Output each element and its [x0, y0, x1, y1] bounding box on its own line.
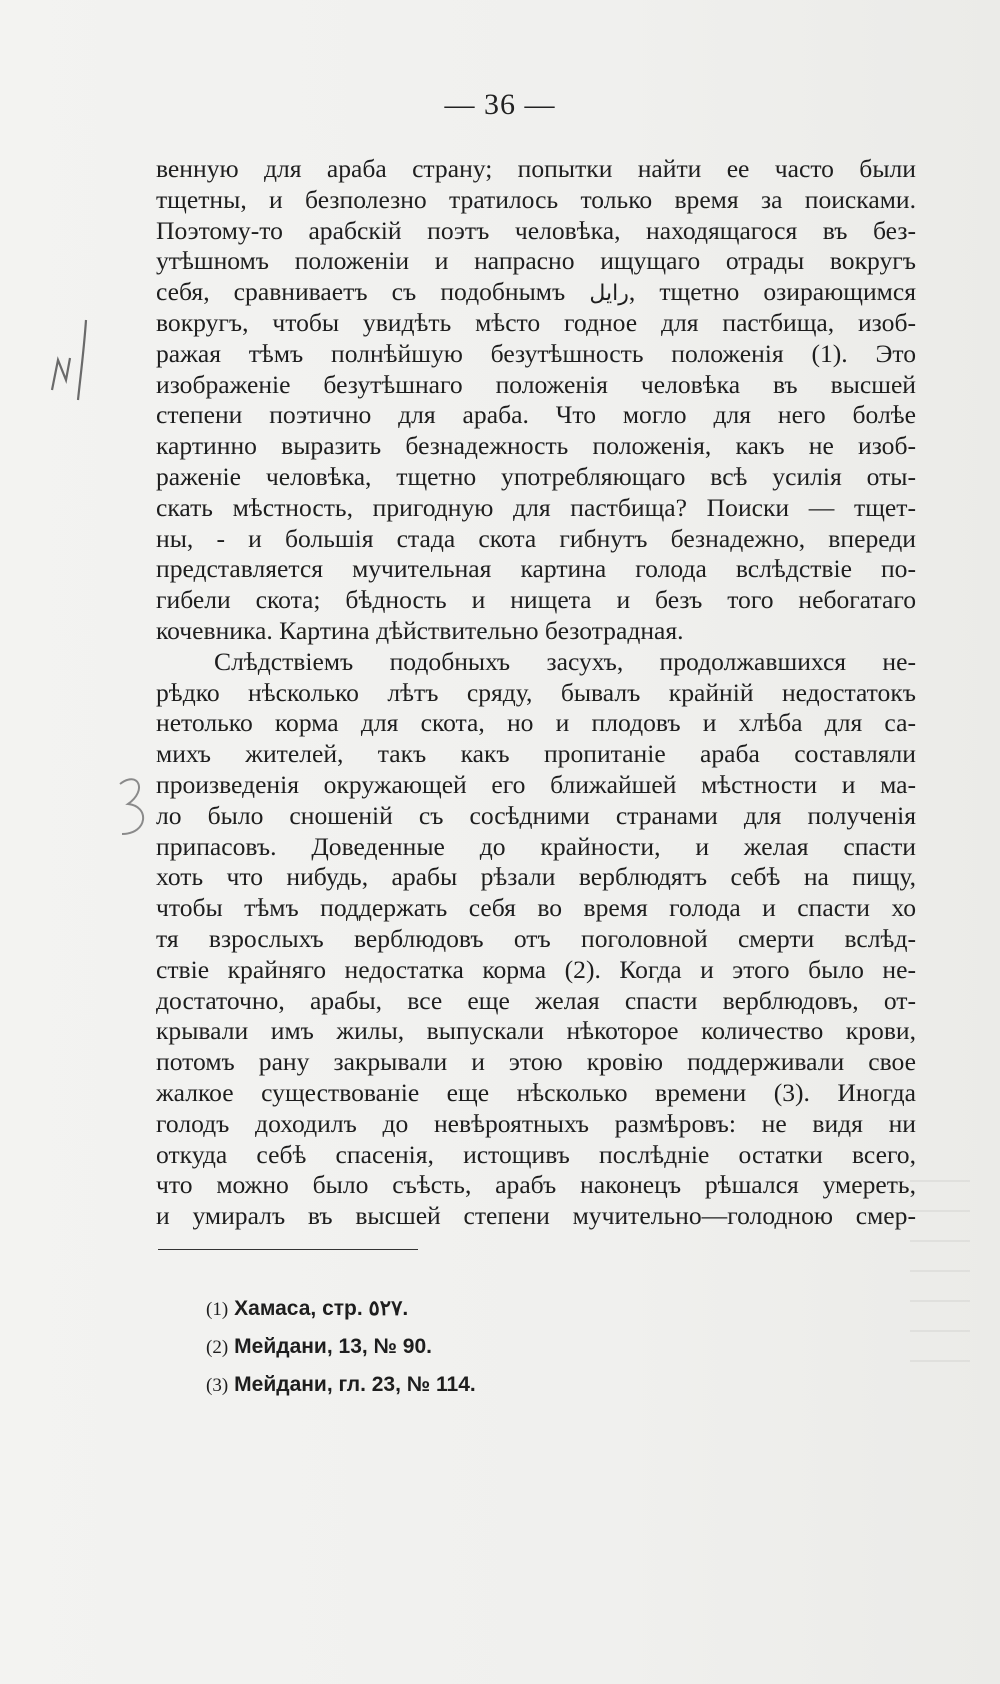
text-line: голодъ доходилъ до невѣроятныхъ размѣровъ: не видя ни	[156, 1108, 916, 1138]
footnote-mark: (2)	[206, 1337, 229, 1358]
text-line	[156, 1078, 916, 1109]
text-line: изображеніе безутѣшнаго положенія человѣка въ высшей	[156, 369, 916, 399]
text-line: представляется мучительная картина голода вслѣдствіе по-	[156, 554, 916, 584]
text-fragment: жалкое существованіе еще нѣсколько времени	[156, 1077, 747, 1107]
text-line: картинно выразить безнадежность положенія, какъ не изоб-	[156, 431, 916, 461]
footnotes	[206, 1290, 706, 1404]
text-line	[156, 955, 916, 986]
text-fragment: . Когда и этого было не-	[594, 954, 916, 984]
footnote-reference: (3)	[773, 1077, 804, 1107]
text-line: что можно было съѣсть, арабъ наконецъ рѣшался умереть,	[156, 1170, 916, 1200]
footnote-mark: (3)	[206, 1375, 229, 1396]
text-line: крывали имъ жилы, выпускали нѣкоторое количество крови,	[156, 1016, 916, 1046]
footnote-item	[206, 1328, 706, 1366]
text-line: и умиралъ въ высшей степени мучительно—голодною смер-	[156, 1201, 916, 1231]
text-line: утѣшномъ положеніи и напрасно ищущаго отрады вокругъ	[156, 246, 916, 276]
text-line: хоть что нибудь, арабы рѣзали верблюдятъ себѣ на пищу,	[156, 862, 916, 892]
text-line: венную для араба страну; попытки найти ее часто были	[156, 154, 916, 183]
text-line: ражая тѣмъ полнѣйшую безутѣшность положенія (1). Это	[156, 338, 916, 368]
text-line: произведенія окружающей его ближайшей мѣстности и ма-	[156, 769, 916, 799]
text-line: достаточно, арабы, все еще желая спасти верблюдовъ, от-	[156, 985, 916, 1015]
text-line: кочевника. Картина дѣйствительно безотрадная.	[156, 615, 684, 645]
text-line: степени поэтично для араба. Что могло для него болѣе	[156, 400, 916, 430]
footnote-mark: (1)	[206, 1299, 229, 1320]
text-fragment: себя, сравниваетъ съ подобнымъ	[156, 277, 566, 307]
page-number: — 36 —	[444, 88, 556, 121]
footnote-reference: (1)	[811, 338, 842, 368]
text-line: Слѣдствіемъ подобныхъ засухъ, продолжавшихся не-	[214, 646, 916, 676]
footnote-item	[206, 1366, 706, 1404]
text-line: потомъ рану закрывали и этою кровію поддерживали свое	[156, 1047, 916, 1077]
text-line: нетолько корма для скота, но и плодовъ и хлѣба для са-	[156, 708, 916, 738]
text-line: чтобы тѣмъ поддержать себя во время голода и спасти хо	[156, 893, 916, 923]
arabic-word: رايل	[589, 281, 629, 307]
footnote-item	[206, 1290, 706, 1328]
footnote-text: Хамаса, стр. ٥٢٧.	[234, 1297, 409, 1320]
footnote-text: Мейдани, 13, № 90.	[234, 1335, 432, 1358]
handwritten-margin-mark-1	[40, 300, 110, 420]
bleed-through-texture	[910, 1180, 970, 1380]
text-line: тя взрослыхъ верблюдовъ отъ поголовной смерти вслѣд-	[156, 923, 916, 953]
text-line: Поэтому-то арабскій поэтъ человѣка, находящагося въ без-	[156, 215, 916, 245]
text-line: ны, - и большія стада скота гибнутъ безнадежно, впереди	[156, 523, 916, 553]
text-fragment: ражая тѣмъ полнѣйшую безутѣшность положенія	[156, 338, 784, 368]
text-fragment: ствіе крайняго недостатка корма	[156, 954, 547, 984]
text-line: гибели скота; бѣдность и нищета и безъ того небогатаго	[156, 585, 916, 615]
text-line: ло было сношеній съ сосѣдними странами для полученія	[156, 800, 916, 830]
text-line: припасовъ. Доведенные до крайности, и желая спасти	[156, 831, 916, 861]
text-fragment: . Иногда	[803, 1077, 916, 1107]
text-fragment: , тщетно озирающимся	[628, 277, 916, 307]
footnote-divider	[158, 1249, 418, 1250]
text-line: откуда себѣ спасенія, истощивъ послѣдніе остатки всего,	[156, 1139, 916, 1169]
text-fragment: Это	[875, 338, 916, 368]
footnote-reference: (2)	[564, 954, 595, 984]
footnote-text: Мейдани, гл. 23, № 114.	[234, 1373, 476, 1396]
text-line: михъ жителей, такъ какъ пропитаніе араба составляли	[156, 739, 916, 769]
text-line: рѣдко нѣсколько лѣтъ сряду, бывалъ крайній недостатокъ	[156, 677, 916, 707]
text-line: тщетны, и безполезно тратилось только время за поисками.	[156, 184, 916, 214]
text-line	[156, 277, 916, 308]
text-line: скать мѣстность, пригодную для пастбища? Поиски — тщет-	[156, 492, 916, 522]
text-line: вокругъ, чтобы увидѣть мѣсто годное для пастбища, изоб-	[156, 307, 916, 337]
body-text	[156, 154, 916, 1232]
text-line: раженіе человѣка, тщетно употребляющаго всѣ усилія оты-	[156, 461, 916, 491]
